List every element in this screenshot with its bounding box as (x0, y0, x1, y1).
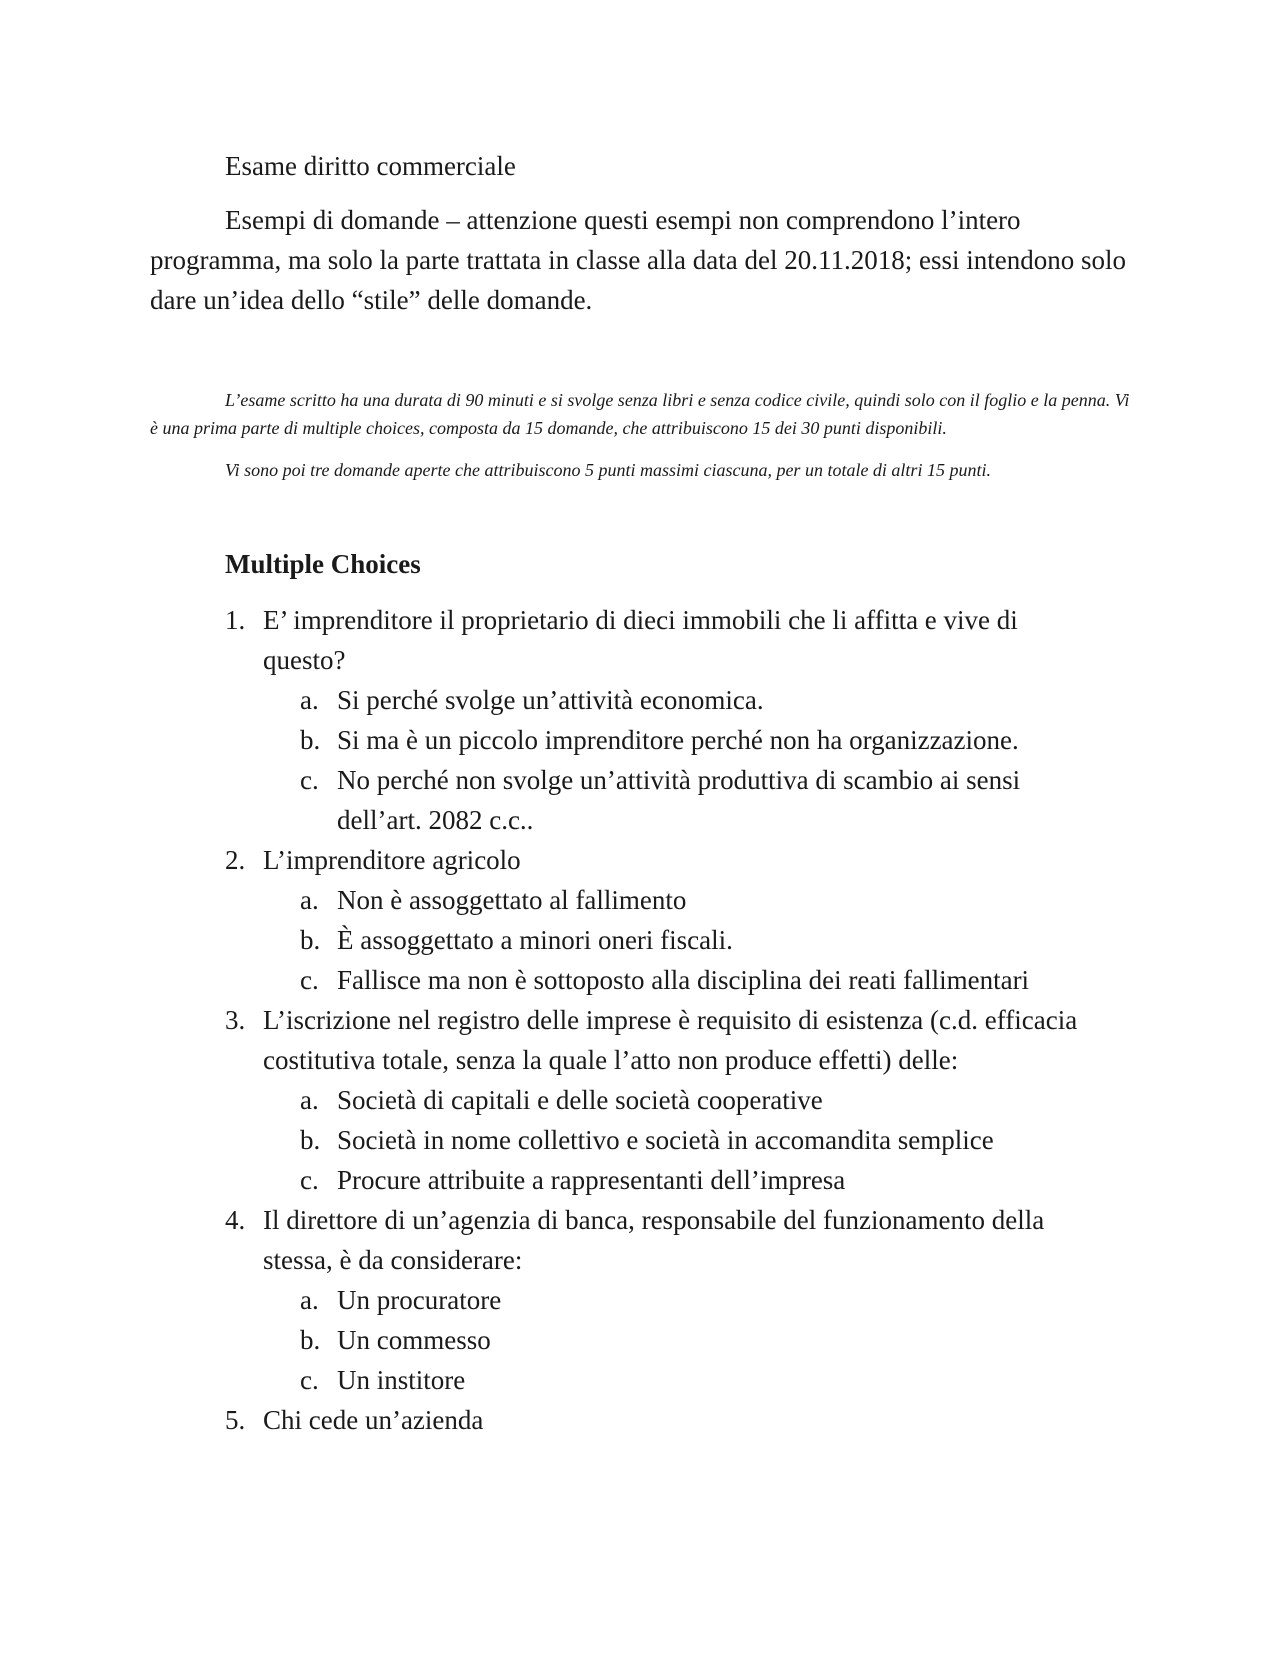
option-text: Si ma è un piccolo imprenditore perché non ha organizzazione. (337, 725, 1019, 755)
option-letter: a. (300, 1085, 319, 1115)
question-number: 3. (225, 1005, 246, 1035)
option-letter: c. (300, 965, 319, 995)
option-letter: a. (300, 685, 319, 715)
option-text: È assoggettato a minori oneri fiscali. (337, 925, 733, 955)
question-item (225, 1400, 1105, 1440)
option-text: Non è assoggettato al fallimento (337, 885, 687, 915)
exam-note-open-questions: Vi sono poi tre domande aperte che attribuiscono 5 punti massimi ciascuna, per un totale di altri 15 punti. (225, 460, 991, 480)
question-text: L’imprenditore agricolo (263, 845, 521, 875)
option-text: Un institore (337, 1365, 466, 1395)
answer-option (263, 1120, 1105, 1160)
answer-option (263, 1160, 1105, 1200)
question-number: 4. (225, 1205, 246, 1235)
question-text: L’iscrizione nel registro delle imprese è requisito di esistenza (c.d. efficacia costitutiva totale, senza la quale l’atto non produce effetti) delle: (263, 1005, 1078, 1075)
question-text: Chi cede un’azienda (263, 1405, 484, 1435)
option-letter: c. (300, 1365, 319, 1395)
option-letter: a. (300, 885, 319, 915)
option-text: Società in nome collettivo e società in accomandita semplice (337, 1125, 994, 1155)
question-list (225, 600, 1105, 1440)
option-letter: b. (300, 925, 321, 955)
answer-option (263, 760, 1105, 840)
answer-option (263, 960, 1105, 1000)
question-item (225, 1000, 1105, 1200)
answer-option (263, 920, 1105, 960)
answer-option (263, 1080, 1105, 1120)
option-letter: a. (300, 1285, 319, 1315)
question-text: Il direttore di un’agenzia di banca, responsabile del funzionamento della stessa, è da considerare: (263, 1205, 1045, 1275)
option-text: Fallisce ma non è sottoposto alla disciplina dei reati fallimentari (337, 965, 1030, 995)
question-number: 1. (225, 605, 246, 635)
answer-options (263, 680, 1105, 840)
option-text: Società di capitali e delle società cooperative (337, 1085, 823, 1115)
question-text: E’ imprenditore il proprietario di dieci immobili che li affitta e vive di questo? (263, 605, 1018, 675)
option-text: Un commesso (337, 1325, 491, 1355)
answer-option (263, 1320, 1105, 1360)
answer-option (263, 1360, 1105, 1400)
option-text: No perché non svolge un’attività produttiva di scambio ai sensi dell’art. 2082 c.c.. (337, 765, 1021, 835)
question-item (225, 600, 1105, 840)
option-letter: b. (300, 725, 321, 755)
answer-option (263, 880, 1105, 920)
question-item (225, 840, 1105, 1000)
option-letter: c. (300, 765, 319, 795)
option-letter: c. (300, 1165, 319, 1195)
option-letter: b. (300, 1325, 321, 1355)
answer-options (263, 1280, 1105, 1400)
answer-option (263, 680, 1105, 720)
option-text: Un procuratore (337, 1285, 502, 1315)
question-number: 5. (225, 1405, 246, 1435)
answer-options (263, 1080, 1105, 1200)
option-letter: b. (300, 1125, 321, 1155)
document-title: Esame diritto commerciale (225, 151, 516, 181)
question-item (225, 1200, 1105, 1400)
exam-note-duration: L’esame scritto ha una durata di 90 minuti e si svolge senza libri e senza codice civile, quindi solo con il foglio e la penna. Vi è una prima parte di multiple choices, composta da 15 domande, che attribuiscono 15 dei 30 punti disponibili. (150, 390, 1130, 438)
option-text: Procure attribuite a rappresentanti dell’impresa (337, 1165, 846, 1195)
section-heading: Multiple Choices (225, 549, 421, 579)
intro-paragraph: Esempi di domande – attenzione questi esempi non comprendono l’intero programma, ma solo la parte trattata in classe alla data del 20.11.2018; essi intendono solo dare un’idea dello “stile” delle domande. (150, 205, 1126, 315)
answer-options (263, 880, 1105, 1000)
option-text: Si perché svolge un’attività economica. (337, 685, 764, 715)
question-number: 2. (225, 845, 246, 875)
answer-option (263, 720, 1105, 760)
answer-option (263, 1280, 1105, 1320)
